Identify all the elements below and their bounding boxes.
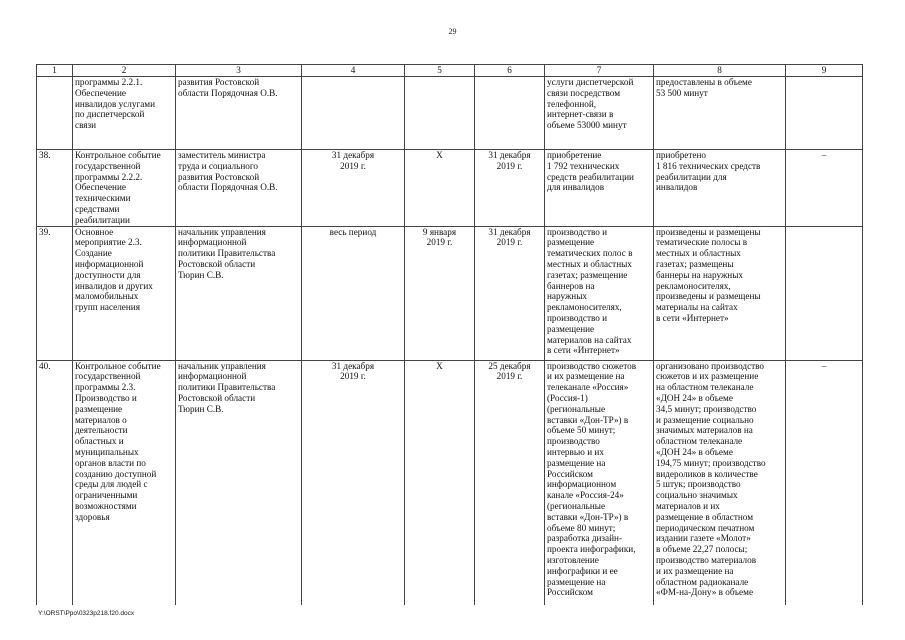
row-number-cell: 40.: [37, 360, 73, 605]
plan-date-cell: [302, 77, 405, 150]
table-row: [37, 360, 863, 605]
row-number-cell: [37, 77, 73, 150]
expected-result-cell: производство сюжетов и их размещение на телеканале «Россия» (Россия-1) (региональные вставки «Дон-ТР») в объеме 50 минут; производство интервью и их размещение на Российском информационном канале «Россия-24» (региональные вставки «Дон-ТР») в объеме 80 минут; разработка дизайн- проекта инфографики, изготовление инфографики и ее размещение на Российском: [545, 360, 654, 605]
start-date-cell: Х: [405, 360, 475, 605]
start-date-cell: Х: [405, 150, 475, 227]
expected-result-cell: приобретение 1 792 технических средств реабилитации для инвалидов: [545, 150, 654, 227]
header-cell: 2: [73, 65, 176, 77]
expected-result-cell: услуги диспетчерской связи посредством телефонной, интернет-связи в объеме 53000 минут: [545, 77, 654, 150]
plan-date-cell: 31 декабря 2019 г.: [302, 150, 405, 227]
responsible-cell: развития Ростовской области Порядочная О.В.: [176, 77, 302, 150]
table-row: [37, 226, 863, 360]
header-cell: 1: [37, 65, 73, 77]
file-path-footer: Y:\ORST\Ppo\0323p218.f20.docx: [38, 610, 135, 617]
note-cell: –: [786, 360, 863, 605]
event-name-cell: Основное мероприятие 2.3. Создание информационной доступности для инвалидов и других маломобильных групп населения: [73, 226, 176, 360]
end-date-cell: 31 декабря 2019 г.: [475, 226, 545, 360]
plan-date-cell: весь период: [302, 226, 405, 360]
responsible-cell: начальник управления информационной политики Правительства Ростовской области Тюрин С.В.: [176, 226, 302, 360]
actual-result-cell: произведены и размещены тематические полосы в местных и областных газетах; размещены баннеры на наружных рекламоносителях, произведены и размещены материалы на сайтах в сети «Интернет»: [654, 226, 786, 360]
header-cell: 9: [786, 65, 863, 77]
header-cell: 8: [654, 65, 786, 77]
end-date-cell: 31 декабря 2019 г.: [475, 150, 545, 227]
end-date-cell: 25 декабря 2019 г.: [475, 360, 545, 605]
row-number-cell: 38.: [37, 150, 73, 227]
table-row: [37, 77, 863, 150]
header-cell: 5: [405, 65, 475, 77]
note-cell: –: [786, 150, 863, 227]
expected-result-cell: производство и размещение тематических полос в местных и областных газетах; размещение баннеров на наружных рекламоносителях, производство и размещение материалов на сайтах в сети «Интернет»: [545, 226, 654, 360]
header-cell: 3: [176, 65, 302, 77]
actual-result-cell: приобретено 1 816 технических средств реабилитации для инвалидов: [654, 150, 786, 227]
actual-result-cell: организовано производство сюжетов и их размещение на областном телеканале «ДОН 24» в объеме 34,5 минут; производство и размещение социально значимых материалов на областном телеканале «ДОН 24» в объеме 194,75 минут; производство видероликов в количестве 5 штук; производство социально значимых материалов и их размещение в областном периодическом печатном издании газете «Молот» в объеме 22,27 полосы; производство материалов и их размещение на областном радиоканале «ФМ-на-Дону» в объеме: [654, 360, 786, 605]
responsible-cell: заместитель министра труда и социального развития Ростовской области Порядочная О.В.: [176, 150, 302, 227]
responsible-cell: начальник управления информационной политики Правительства Ростовской области Тюрин С.В.: [176, 360, 302, 605]
end-date-cell: [475, 77, 545, 150]
report-table: [36, 64, 863, 605]
note-cell: [786, 77, 863, 150]
event-name-cell: Контрольное событие государственной программы 2.3. Производство и размещение материалов о деятельности областных и муниципальных органов власти по созданию доступной среды для людей с ограниченными возможностями здоровья: [73, 360, 176, 605]
start-date-cell: [405, 77, 475, 150]
plan-date-cell: 31 декабря 2019 г.: [302, 360, 405, 605]
note-cell: [786, 226, 863, 360]
event-name-cell: программы 2.2.1. Обеспечение инвалидов услугами по диспетчерской связи: [73, 77, 176, 150]
actual-result-cell: предоставлены в объеме 53 500 минут: [654, 77, 786, 150]
start-date-cell: 9 января 2019 г.: [405, 226, 475, 360]
event-name-cell: Контрольное событие государственной программы 2.2.2. Обеспечение техническими средствами реабилитации: [73, 150, 176, 227]
row-number-cell: 39.: [37, 226, 73, 360]
table-row: [37, 150, 863, 227]
header-cell: 4: [302, 65, 405, 77]
table-header-row: [37, 65, 863, 77]
header-cell: 6: [475, 65, 545, 77]
page-number: 29: [448, 27, 457, 36]
header-cell: 7: [545, 65, 654, 77]
